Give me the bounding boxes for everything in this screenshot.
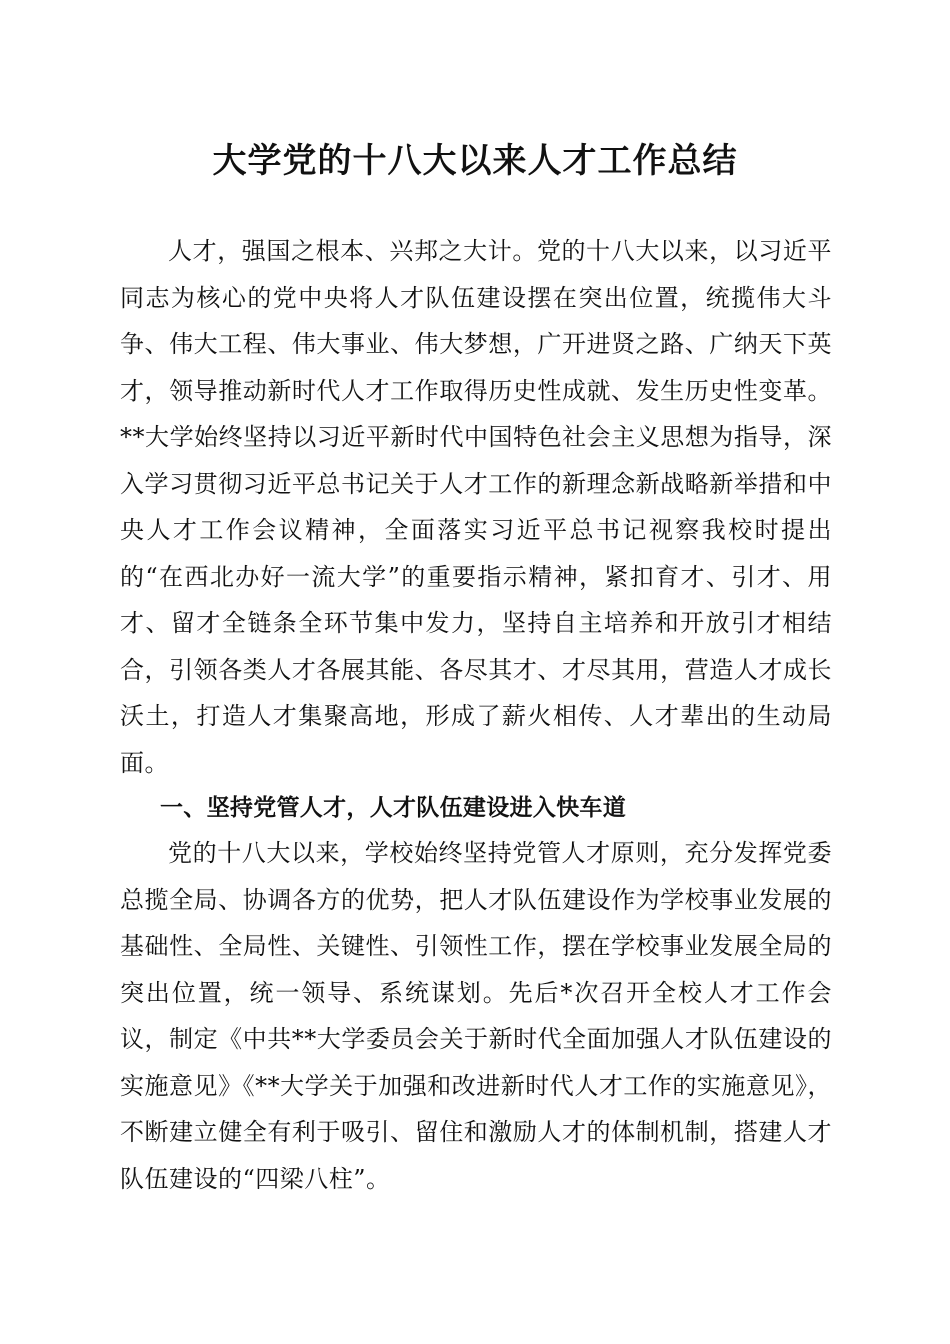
section-1-paragraph: 党的十八大以来，学校始终坚持党管人才原则，充分发挥党委总揽全局、协调各方的优势，把人才队伍建设作为学校事业发展的基础性、全局性、关键性、引领性工作，摆在学校事业发展全局的突出位置，统一领导、系统谋划。先后*次召开全校人才工作会议，制定《中共**大学委员会关于新时代全面加强人才队伍建设的实施意见》《**大学关于加强和改进新时代人才工作的实施意见》，不断建立健全有利于吸引、留住和激励人才的体制机制，搭建人才队伍建设的“四梁八柱”。 — [120, 839, 832, 1193]
document-body — [120, 228, 832, 1202]
section-heading-1: 一、坚持党管人才，人才队伍建设进入快车道 — [160, 795, 626, 821]
document-title: 大学党的十八大以来人才工作总结 — [212, 141, 738, 181]
intro-paragraph: 人才，强国之根本、兴邦之大计。党的十八大以来，以习近平同志为核心的党中央将人才队伍建设摆在突出位置，统揽伟大斗争、伟大工程、伟大事业、伟大梦想，广开进贤之路、广纳天下英才，领导推动新时代人才工作取得历史性成就、发生历史性变革。**大学始终坚持以习近平新时代中国特色社会主义思想为指导，深入学习贯彻习近平总书记关于人才工作的新理念新战略新举措和中央人才工作会议精神，全面落实习近平总书记视察我校时提出的“在西北办好一流大学”的重要指示精神，紧扣育才、引才、用才、留才全链条全环节集中发力，坚持自主培养和开放引才相结合，引领各类人才各展其能、各尽其才、才尽其用，营造人才成长沃土，打造人才集聚高地，形成了薪火相传、人才辈出的生动局面。 — [120, 237, 832, 777]
